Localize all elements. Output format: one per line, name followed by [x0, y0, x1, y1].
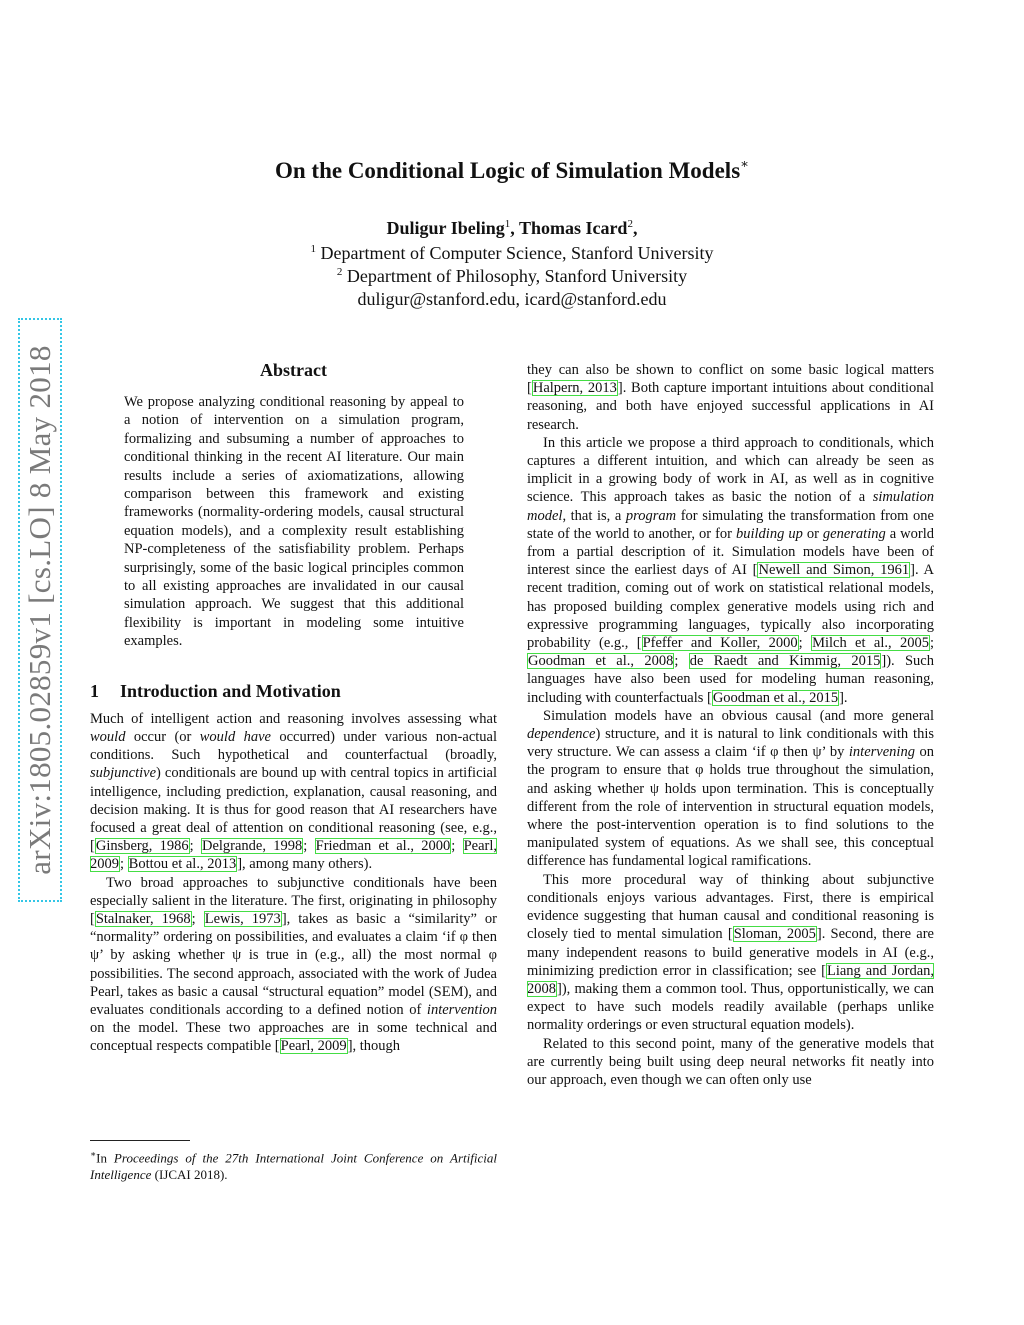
text-run: ; — [674, 653, 689, 670]
footnote-suffix: (IJCAI 2018). — [151, 1167, 228, 1183]
text-run: ) conditionals are bound up with central topics in artificial intelligence, including prediction, explanation, causal reasoning, and decision making. It is thus for good reason that AI researchers have focused a great deal of attention on conditional reasoning (see, e.g., [ — [90, 765, 497, 855]
arxiv-identifier[interactable]: arXiv:1805.02859v1 [cs.LO] 8 May 2018 — [22, 345, 57, 875]
text-run: occur (or — [125, 728, 200, 745]
text-run: ; — [929, 635, 934, 652]
citation-link[interactable]: Goodman et al., 2015 — [712, 689, 839, 706]
citation-link[interactable]: Delgrande, 1998 — [201, 838, 303, 855]
abstract-text: We propose analyzing conditional reasoning by appeal to a notion of intervention on a simulation program, formalizing and subsuming a number of approaches to conditional thinking in the recent AI literature. Our main results include a series of axiomatizations, allowing comparison between this framework and existing frameworks (normality-ordering models, causal structural equation models), and a complexity result establishing NP-completeness of the satisfiability problem. Perhaps surprisingly, some of the basic logical principles common to all existing approaches are invalidated in our causal simulation approach. We suggest that this additional flexibility is important in modeling some intuitive examples. — [124, 394, 464, 650]
text-run: This more procedural way of thinking about subjunctive conditionals enjoys various advantages. First, there is empirical evidence suggesting that human causal and conditional reasoning is closely tied to mental simulation [ — [527, 871, 934, 943]
affiliation-1 — [0, 243, 1024, 264]
abstract-heading: Abstract — [260, 360, 327, 380]
text-run: , that is, a — [562, 507, 626, 524]
left-column — [90, 360, 497, 1056]
affiliation-mark: 2 — [336, 266, 343, 278]
intro-paragraph-2 — [90, 874, 497, 1056]
right-column — [527, 361, 934, 1089]
text-run: ; — [451, 838, 463, 855]
footnote-rule — [90, 1140, 190, 1141]
right-paragraph-3 — [527, 707, 934, 871]
citation-link[interactable]: Ginsberg, 1986 — [95, 838, 189, 855]
text-run: ) structure, and it is natural to link conditionals with this very structure. We can assess a claim ‘if φ then ψ’ by — [527, 726, 934, 761]
text-run: In this article we propose a third approach to conditionals, which captures a different intuition, and which can already be seen as implicit in a growing body of work in AI, as well as in cognitive science. This approach takes as basic the notion of a — [527, 434, 934, 506]
section-number: 1 — [90, 680, 99, 701]
author-affil-mark: 2 — [627, 218, 633, 230]
citation-link[interactable]: Newell and Simon, 1961 — [758, 562, 910, 579]
text-run-italic: intervening — [848, 744, 915, 761]
text-run: ], among many others). — [237, 856, 373, 873]
text-run-italic: dependence — [527, 726, 596, 743]
citation-link[interactable]: Halpern, 2013 — [532, 380, 617, 397]
text-run: on the model. These two approaches are in some technical and conceptual respects compatible [ — [90, 1020, 497, 1055]
text-run-italic: would have — [199, 728, 271, 745]
citation-link[interactable]: Stalnaker, 1968 — [95, 910, 191, 927]
text-run: ; — [303, 838, 315, 855]
text-run: ; — [189, 838, 201, 855]
text-run: ], though — [347, 1038, 401, 1055]
text-run: ]. Both capture important intuitions about conditional reasoning, and both have enjoyed successful applications in AI research. — [527, 380, 934, 433]
section-title: Introduction and Motivation — [120, 680, 341, 701]
footnote-venue: Proceedings of the 27th International Joint Conference on Artificial Intelligence — [90, 1150, 497, 1183]
citation-link[interactable]: Liang and Jordan, 2008 — [527, 962, 935, 997]
text-run: ; — [120, 856, 128, 873]
text-run: or — [802, 525, 823, 542]
footnote-prefix: In — [96, 1150, 114, 1166]
text-run-italic: intervention — [426, 1001, 497, 1018]
right-paragraph-1 — [527, 361, 934, 434]
author-affil-mark: 1 — [504, 218, 511, 230]
text-run: ]), making them a common tool. Thus, opportunistically, we can expect to have such models readily available (perhaps unlike normality orderings or even structural equation models). — [527, 980, 934, 1034]
text-run-italic: generating — [822, 525, 886, 542]
footnote — [90, 1146, 497, 1183]
citation-link[interactable]: Milch et al., 2005 — [812, 635, 929, 652]
citation-link[interactable]: Pearl, 2009 — [90, 838, 497, 873]
citation-link[interactable]: de Raedt and Kimmig, 2015 — [689, 653, 881, 670]
author-name: Thomas Icard — [518, 218, 628, 238]
right-paragraph-5: Related to this second point, many of the generative models that are currently being built using deep neural networks fit neatly into our approach, even though we can often only use — [527, 1035, 934, 1088]
text-run: ]. Second, there are many independent reasons to build generative models in AI (e.g., minimizing prediction error in classification; see [ — [527, 926, 934, 979]
citation-link[interactable]: Sloman, 2005 — [733, 926, 816, 943]
text-run: Simulation models have an obvious causal (and more general — [543, 707, 934, 724]
author-name: Duligur Ibeling — [386, 218, 505, 238]
paper-title — [0, 158, 1024, 184]
affiliation-text: Department of Philosophy, Stanford University — [346, 266, 688, 286]
text-run: ]. — [839, 689, 848, 706]
affiliation-2 — [0, 266, 1024, 287]
citation-link[interactable]: Lewis, 1973 — [204, 910, 281, 927]
author-list: Duligur Ibeling$^1$, Thomas Icard$^2$, — [386, 218, 638, 238]
right-paragraph-2 — [527, 434, 934, 707]
text-run-italic: program — [625, 507, 677, 524]
text-run: for simulating the transformation from one state of the world to another, or for — [527, 507, 934, 542]
citation-link[interactable]: Goodman et al., 2008 — [528, 653, 674, 670]
text-run: ], takes as basic a “similarity” or “normality” ordering on possibilities, and evaluates a claim ‘if φ then ψ’ by asking whether ψ is true in (e.g., all) the most normal φ possibilities. The second approach, associated with the work of Judea Pearl, takes as basic a causal “structural equation” model (SEM), and evaluates conditionals according to a defined notion of — [90, 910, 497, 1018]
text-run: a world from a partial description of it. Simulation models have been of interest since the earliest days of AI [ — [527, 525, 934, 579]
text-run: ]). Such languages have also been used for modeling human reasoning, including with counterfactuals [ — [527, 653, 934, 706]
text-run: ]. A recent tradition, coming out of work on statistical relational models, has proposed building complex generative models using rich and expressive programming languages, typically also incorporating probability (e.g., [ — [527, 562, 935, 652]
text-run: occurred) under various non-actual conditions. Such hypothetical and counterfactual (broadly, — [90, 728, 497, 764]
citation-link[interactable]: Friedman et al., 2000 — [315, 838, 451, 855]
text-run: ; — [191, 910, 204, 927]
affiliation-mark: 1 — [310, 243, 317, 255]
text-run: Two broad approaches to subjunctive conditionals have been especially salient in the literature. The first, originating in philosophy [ — [90, 874, 497, 927]
citation-link[interactable]: Bottou et al., 2013 — [128, 856, 237, 873]
text-run-italic: would — [90, 728, 126, 745]
footnote-mark: ∗ — [90, 1149, 97, 1159]
author-emails: duligur@stanford.edu, icard@stanford.edu — [357, 289, 667, 309]
text-run-italic: subjunctive — [90, 765, 157, 782]
citation-link[interactable]: Pearl, 2009 — [280, 1038, 347, 1055]
text-run-italic: simulation model — [527, 489, 934, 524]
intro-paragraph-1 — [90, 710, 497, 874]
affiliation-text: Department of Computer Science, Stanford University — [320, 243, 714, 263]
text-run: on the program to ensure that φ holds true throughout the simulation, and asking whether ψ holds upon termination. This is conceptually different from the role of intervention in structural equation models, where the post-intervention operation is to find solutions to the manipulated system of equations. As we shall see, this conceptual difference has fundamental logical ramifications. — [527, 744, 934, 870]
text-run: Much of intelligent action and reasoning involves assessing what — [90, 710, 497, 727]
right-paragraph-4 — [527, 871, 934, 1035]
text-run: they can also be shown to conflict on some basic logical matters [ — [527, 362, 934, 397]
title-text: On the Conditional Logic of Simulation Models — [274, 158, 741, 183]
title-footnote-mark: ∗ — [740, 156, 749, 171]
section-heading — [90, 681, 497, 702]
text-run-italic: building up — [735, 525, 803, 542]
text-run: ; — [798, 635, 812, 652]
citation-link[interactable]: Pfeffer and Koller, 2000 — [642, 635, 798, 652]
